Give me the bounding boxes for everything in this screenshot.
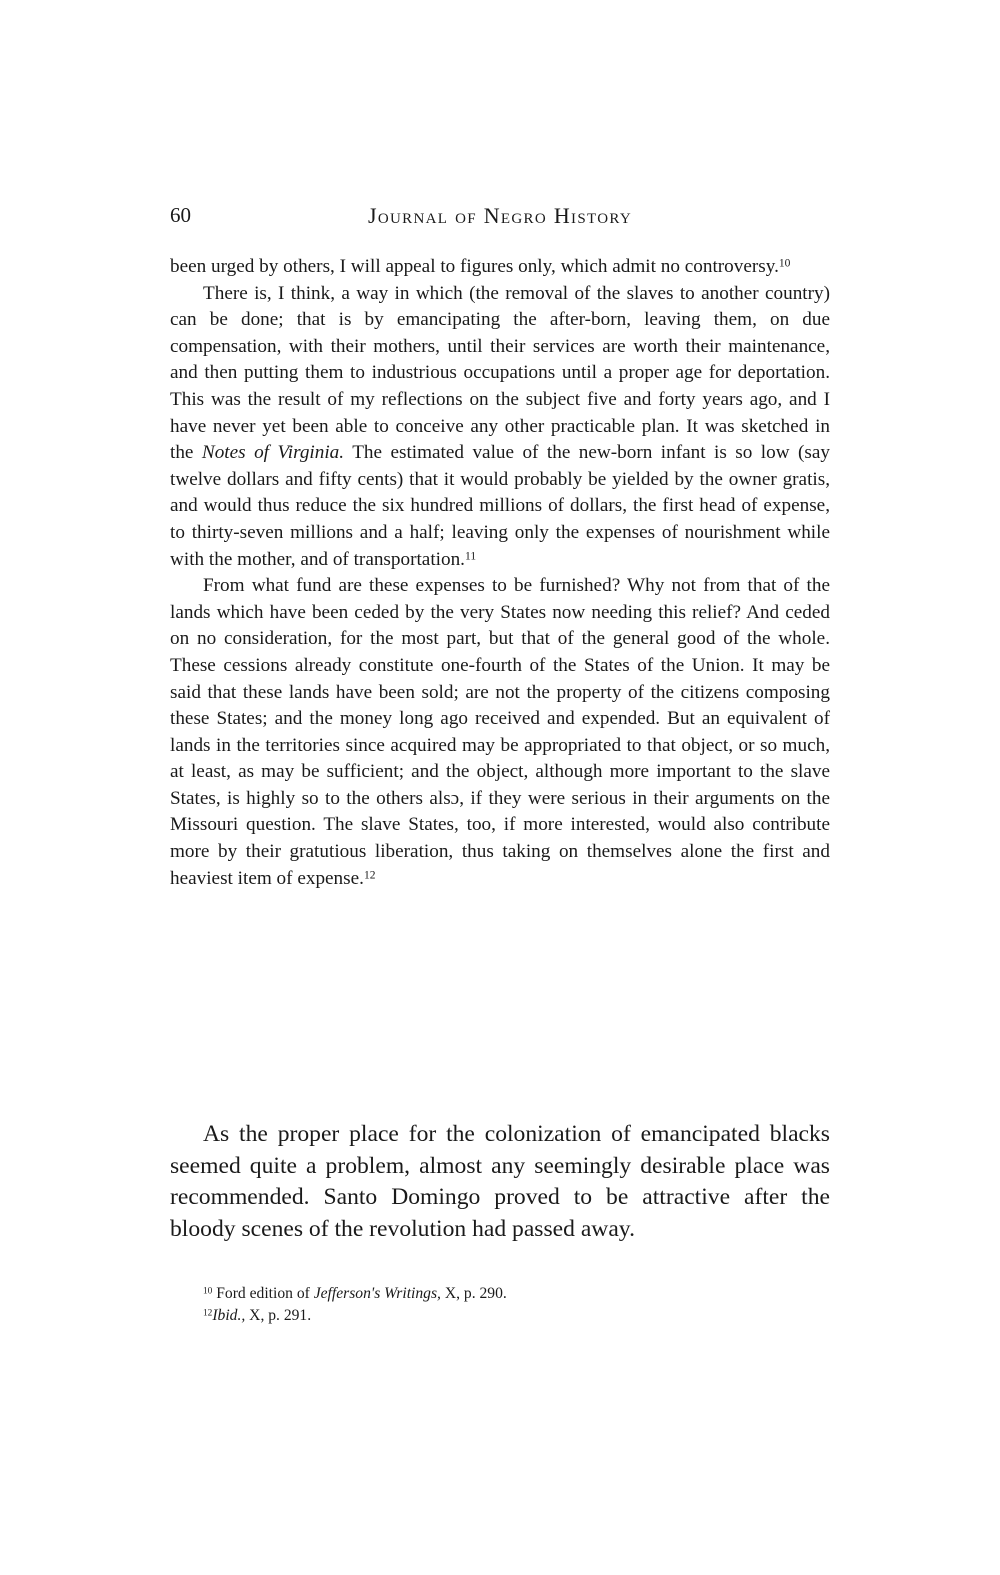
quote-paragraph-2-text-a: There is, I think, a way in which (the removal of the slaves to another country) can be done; that is by emancipating the after-born, leaving them, on due compensation, with their mothers, until their services are worth their maintenance, and then putting them to industrious occupations until a proper age for deportation. This was the result of my reflections on the subject five and forty years ago, and I have never yet been able to conceive any other practicable plan. It was sketched in the (170, 282, 830, 464)
footnote-ref-10: 10 (778, 257, 791, 270)
footnote-10 (203, 1283, 830, 1305)
footnote-italic: Ibid., (212, 1307, 246, 1324)
quote-paragraph-3 (170, 573, 830, 892)
footnote-12 (203, 1305, 830, 1327)
footnote-text-b: X, p. 291. (245, 1307, 312, 1324)
quote-paragraph-1 (170, 254, 830, 281)
notes-of-virginia-title: Notes of Virginia. (201, 442, 345, 464)
page-number: 60 (170, 203, 191, 227)
quote-paragraph-2 (170, 281, 830, 574)
body-text (170, 1119, 830, 1245)
footnote-italic: Jefferson's Writings, (313, 1285, 441, 1302)
footnote-text-b: X, p. 290. (440, 1285, 507, 1302)
footnote-mark: 10 (203, 1286, 213, 1297)
running-head (170, 203, 830, 233)
footnotes (203, 1283, 830, 1327)
journal-title: Journal of Negro History (367, 203, 633, 228)
quote-paragraph-1-text: been urged by others, I will appeal to figures only, which admit no controversy. (170, 256, 779, 277)
footnote-text-a: Ford edition of (212, 1285, 314, 1302)
footnote-ref-11: 11 (464, 549, 477, 562)
footnote-ref-12: 12 (363, 868, 376, 881)
footnote-mark: 12 (203, 1308, 213, 1319)
quoted-extract (170, 254, 830, 892)
body-paragraph: As the proper place for the colonization of emancipated blacks seemed quite a problem, almost any seemingly desirable place was recommended. Santo Domingo proved to be attractive after the bloody scenes of the revolution had passed away. (170, 1121, 830, 1242)
quote-paragraph-2-text-b: The estimated value of the new-born infant is so low (say twelve dollars and fifty cents) that it would probably be yielded by the owner gratis, and would thus reduce the six hundred millions of dollars, the first head of expense, to thirty-seven millions and a half; leaving only the expenses of nourishment while with the mother, and of transportation. (170, 442, 830, 570)
quote-paragraph-3-text: From what fund are these expenses to be furnished? Why not from that of the lands which have been ceded by the very States now needing this relief? And ceded on no consideration, for the most part, but that of the general good of the whole. These cessions already constitute one-fourth of the States of the Union. It may be said that these lands have been sold; are not the property of the citizens composing these States; and the money long ago received and expended. But an equivalent of lands in the territories since acquired may be appropriated to that object, or so much, at least, as may be sufficient; and the object, although more important to the slave States, is highly so to the others alsɔ, if they were serious in their arguments on the Missouri question. The slave States, too, if more interested, would also contribute more by their gratutious liberation, thus taking on themselves alone the first and heaviest item of expense. (170, 575, 830, 889)
